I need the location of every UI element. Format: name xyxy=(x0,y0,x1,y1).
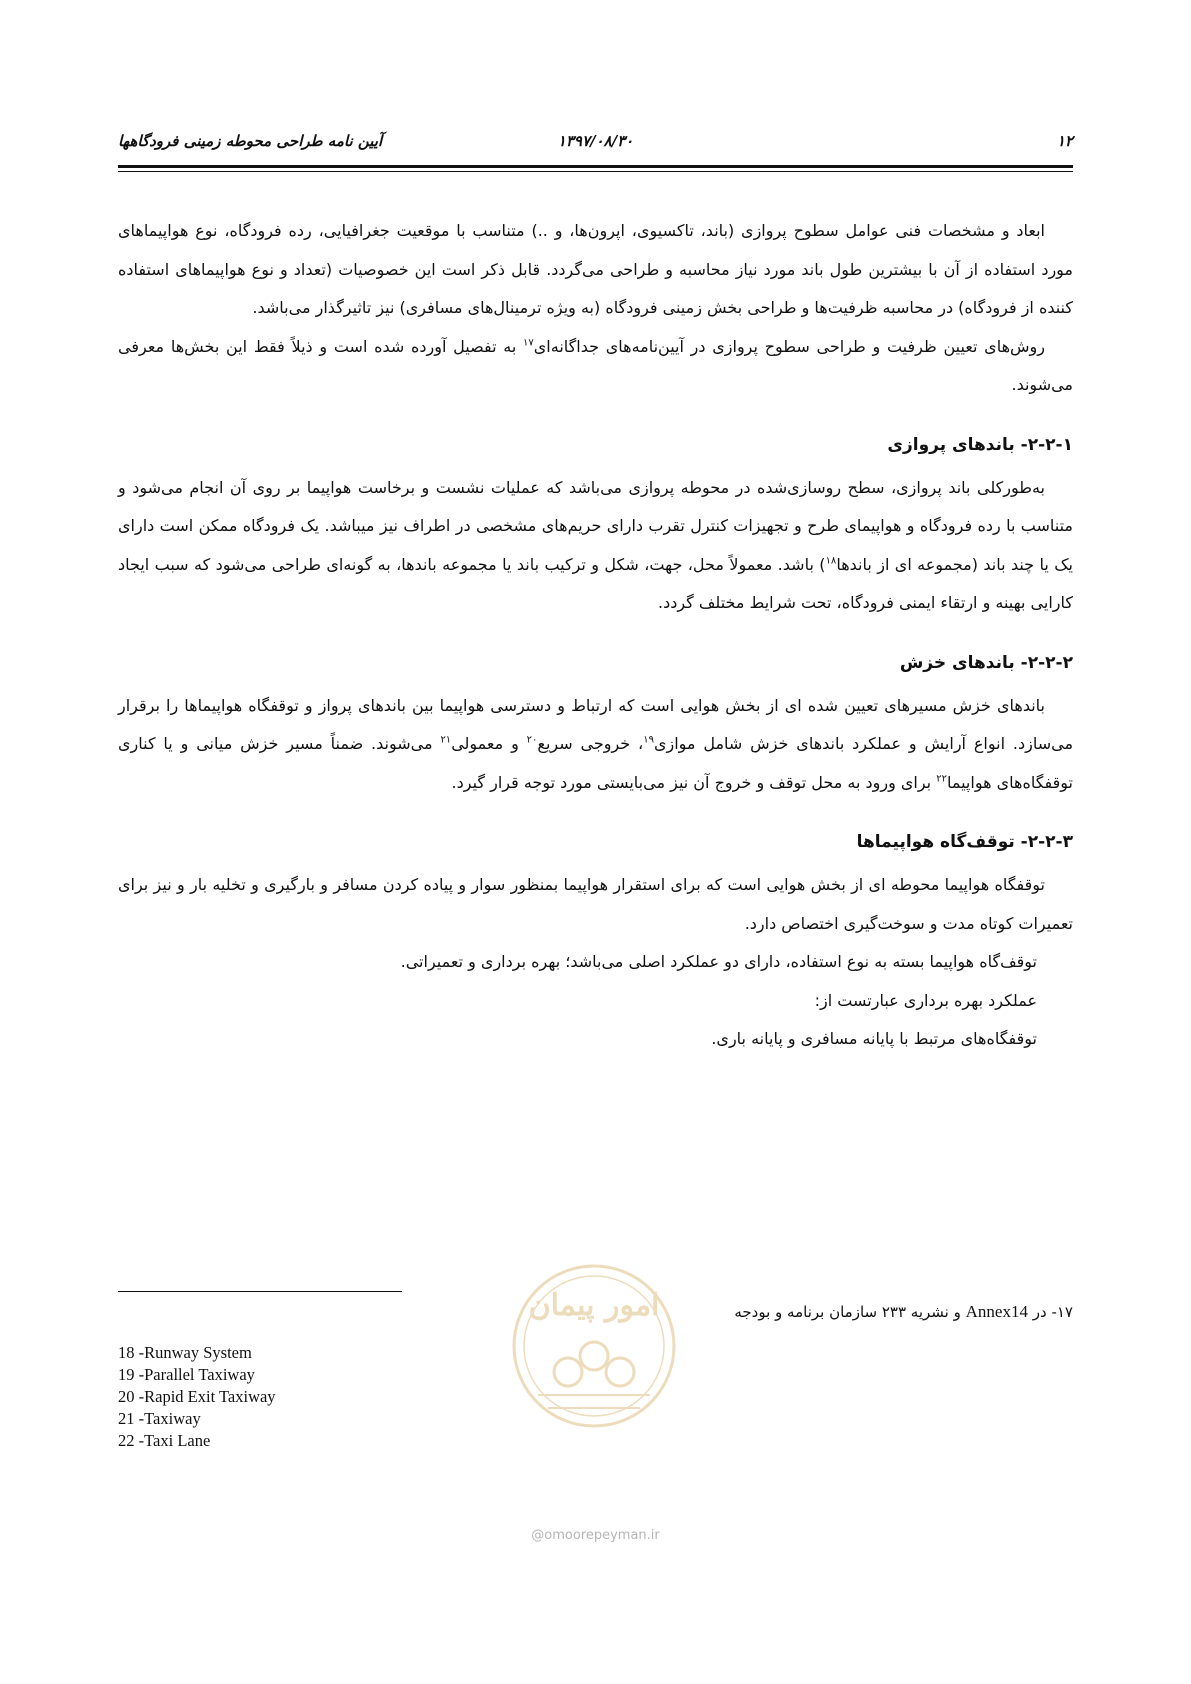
header-rule-thin xyxy=(118,171,1073,172)
header-date: ۱۳۹۷/۰۸/۳۰ xyxy=(557,132,634,150)
section-heading-aprons: ۲-۲-۳- توقف‌گاه هواپیماها xyxy=(856,832,1073,852)
section-heading-taxiways: ۲-۲-۲- باندهای خزش xyxy=(899,652,1073,673)
paragraph-intro: ابعاد و مشخصات فنی عوامل سطوح پروازی (باند، تاکسیوی، اپرون‌ها، و ..) متناسب با موقعیت جغرافیایی، رده فرودگاه، نوع هواپیماهای مورد استفاده از آن با بیشترین طول باند مورد نیاز محاسبه و طراحی می‌گردد. قابل ذکر است این خصوصیات (تعداد و نوع هواپیماهای استفاده کننده از فرودگاه) در محاسبه ظرفیت‌ها و طراحی بخش زمینی فرودگاه (به ویژه ترمینال‌های مسافری) نیز تاثیرگذار می‌باشد. xyxy=(118,221,1073,317)
paragraph-operation-function: عملکرد بهره برداری عبارتست از: xyxy=(814,990,1037,1010)
footnote-ref-18: ۱۸ xyxy=(825,555,837,567)
paragraph-runways: به‌طورکلی باند پروازی، سطح روسازی‌شده در محوطه پروازی می‌باشد که عملیات نشست و برخاست هواپیما بر روی آن انجام می‌شود و متناسب با رده فرودگاه و هواپیمای طرح و تجهیزات کنترل تقرب دارای حریم‌های مشخصی در اطراف نیز میباشد. یک فرودگاه ممکن است دارای یک یا چند باند (مجموعه ای از باندها$^{۱۸}$) باشد. معمولاً محل، جهت، شکل و ترکیب باند یا مجموعه باندها، به گونه‌ای طراحی می‌شود که سبب ایجاد کارایی بهینه و ارتقاء ایمنی فرودگاه، تحت شرایط مختلف گردد. xyxy=(118,477,1074,612)
page-header xyxy=(118,128,1073,156)
footnote-19: 19 -Parallel Taxiway xyxy=(118,1365,255,1384)
footnote-20: 20 -Rapid Exit Taxiway xyxy=(118,1387,276,1406)
header-rule-thick xyxy=(118,165,1073,168)
footnote-22: 22 -Taxi Lane xyxy=(118,1431,211,1450)
footnote-ref-17: ۱۷ xyxy=(523,337,534,349)
footnote-ref-21: ۲۱ xyxy=(440,734,452,746)
section-heading-runways: ۲-۲-۱- باندهای پروازی xyxy=(887,434,1073,455)
paragraph-methods: روش‌های تعیین ظرفیت و طراحی سطوح پروازی در آیین‌نامه‌های جداگانه‌ای$^{۱۷}$ به تفصیل آورده شده است و ذیلاً فقط این بخش‌ها معرفی می‌شوند. xyxy=(118,336,1073,394)
footnote-ref-22: ۲۲ xyxy=(936,773,947,785)
header-page-number: ۱۲ xyxy=(1056,132,1073,150)
watermark-logo-icon xyxy=(508,1260,680,1432)
footnote-21: 21 -Taxiway xyxy=(118,1409,201,1428)
header-title: آیین نامه طراحی محوطه زمینی فرودگاهها xyxy=(118,132,383,150)
footnote-18: 18 -Runway System xyxy=(118,1343,252,1362)
paragraph-taxiways: باندهای خزش مسیرهای تعیین شده ای از بخش هوایی است که ارتباط و دسترسی هواپیما بین باندهای پرواز و توقفگاه هواپیماها را برقرار می‌سازد. انواع آرایش و عملکرد باندهای خزش شامل موازی$^{۱۹}$، خروجی سریع$^{۲۰}$ و معمولی$^{۲۱}$ می‌شوند. ضمناً مسیر خزش میانی و یا کناری توقفگاه‌های هواپیما$^{۲۲}$ برای ورود به محل توقف و خروج آن نیز می‌بایستی مورد توجه قرار گیرد. xyxy=(118,695,1074,792)
footnotes-list xyxy=(118,1342,276,1452)
paragraph-apron-functions: توقف‌گاه هواپیما بسته به نوع استفاده، دارای دو عملکرد اصلی می‌باشد؛ بهره برداری و تعمیراتی. xyxy=(400,952,1037,971)
footnote-17: ۱۷- در Annex14 و نشریه ۲۳۳ سازمان برنامه و بودجه xyxy=(734,1302,1073,1321)
watermark-url: @omoorepeyman.ir xyxy=(531,1528,660,1543)
paragraph-aprons: توقفگاه هواپیما محوطه ای از بخش هوایی است که برای استقرار هواپیما بمنظور سوار و پیاده کردن مسافر و بارگیری و تخلیه بار و نیز برای تعمیرات کوتاه مدت و سوخت‌گیری اختصاص دارد. xyxy=(118,875,1073,933)
paragraph-terminal-aprons: توقفگاه‌های مرتبط با پایانه مسافری و پایانه باری. xyxy=(711,1029,1037,1048)
footnote-ref-19: ۱۹ xyxy=(643,734,654,746)
body-text xyxy=(118,212,1073,1059)
footnote-ref-20: ۲۰ xyxy=(526,734,538,746)
footnote-separator xyxy=(118,1291,402,1292)
watermark-logo-text: امور پیمان xyxy=(528,1288,660,1323)
